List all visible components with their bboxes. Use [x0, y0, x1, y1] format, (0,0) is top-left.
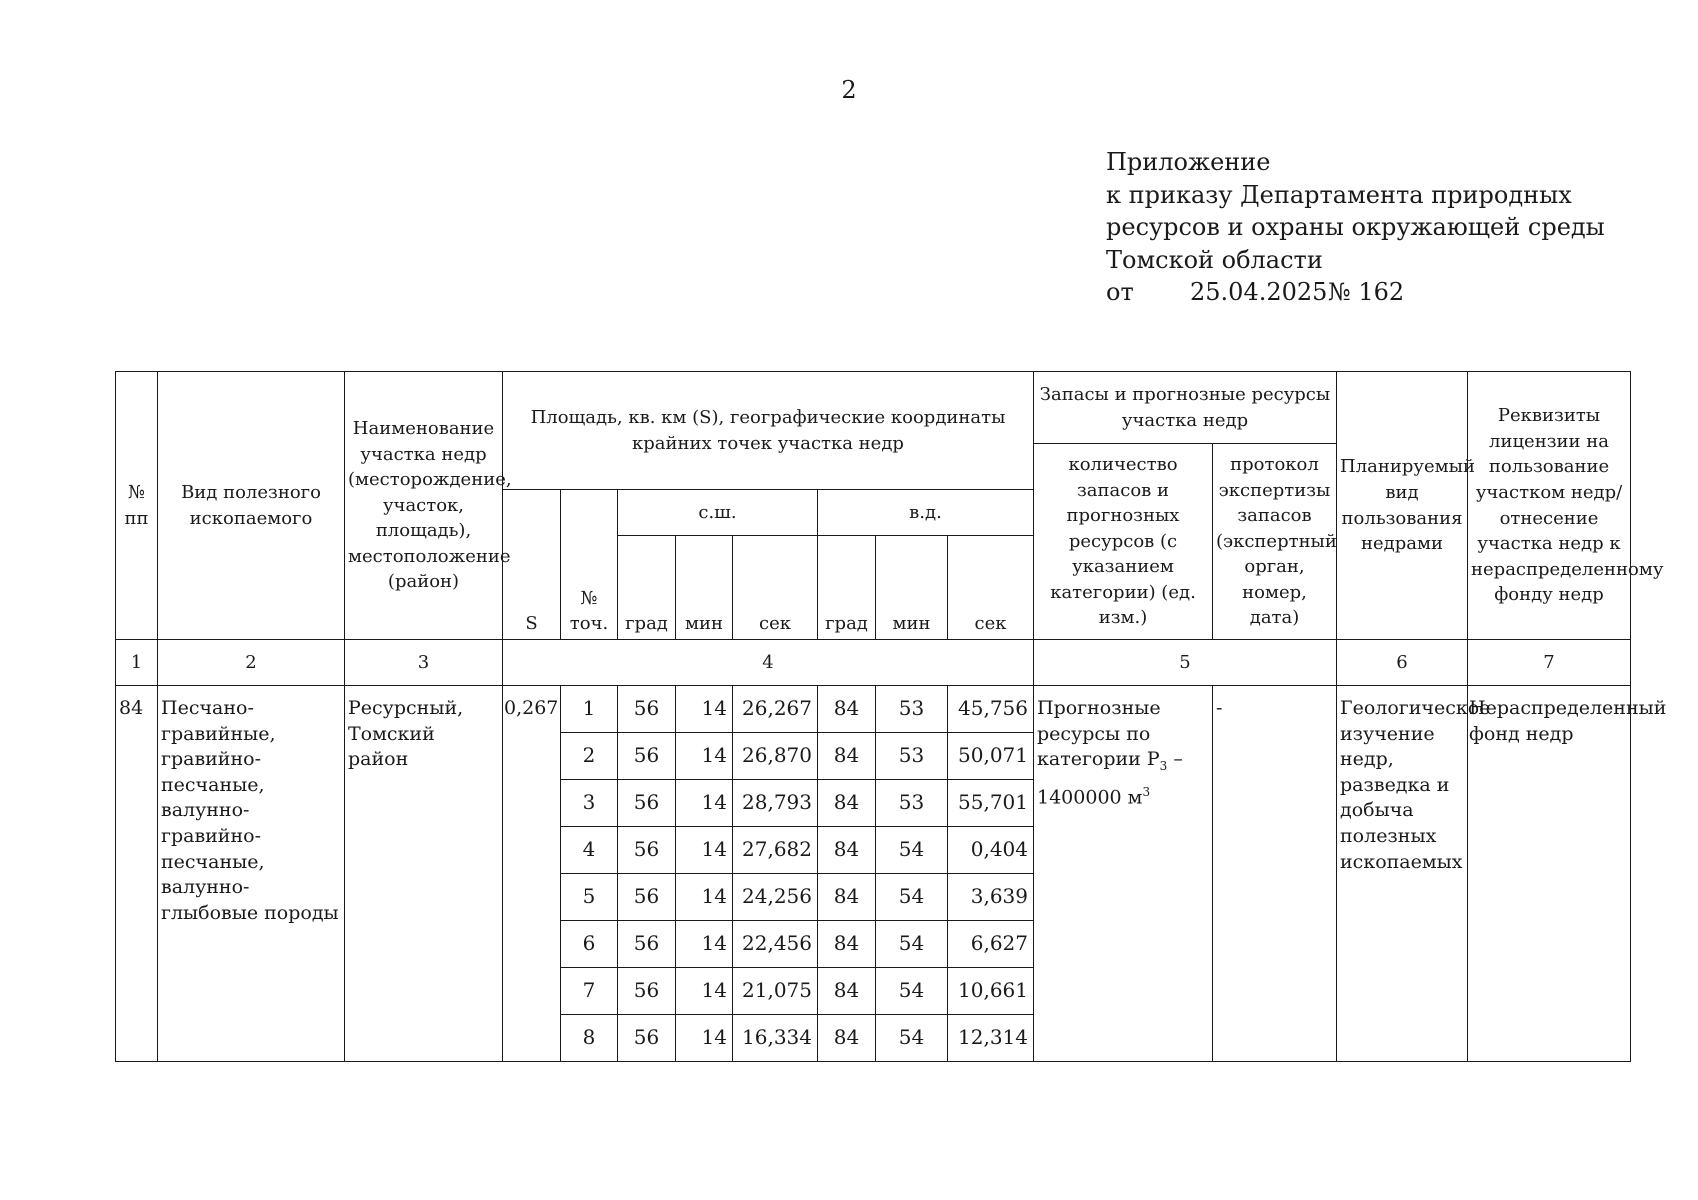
point-number: 7: [561, 968, 618, 1015]
lat-min: 14: [676, 733, 733, 780]
header-point-no: № точ.: [561, 490, 618, 640]
lat-min: 14: [676, 874, 733, 921]
lat-min: 14: [676, 921, 733, 968]
lat-min: 14: [676, 780, 733, 827]
table-row: [116, 686, 1631, 733]
reserves-unit-superscript: 3: [1142, 784, 1151, 799]
lat-min: 14: [676, 827, 733, 874]
header-lat-min: мин: [676, 536, 733, 640]
header-reserves: Запасы и прогнозные ресурсы участка недр: [1034, 372, 1337, 444]
column-number: 5: [1034, 640, 1337, 686]
order-date: 25.04.2025: [1190, 278, 1328, 306]
header-lon-sec: сек: [948, 536, 1034, 640]
header-latitude: с.ш.: [618, 490, 818, 536]
column-number: 4: [503, 640, 1034, 686]
lon-sec: 3,639: [948, 874, 1034, 921]
appendix-title: Приложение: [1106, 148, 1271, 176]
register-table: [115, 371, 1667, 1062]
header-license: Реквизиты лицензии на пользование участком недр/ отнесение участка недр к нераспределенному фонду недр: [1468, 372, 1631, 640]
header-lat-deg: град: [618, 536, 676, 640]
header-no: № пп: [116, 372, 158, 640]
reserves-category-subscript: 3: [1159, 758, 1168, 773]
lon-deg: 84: [818, 686, 876, 733]
lon-sec: 0,404: [948, 827, 1034, 874]
point-number: 6: [561, 921, 618, 968]
appendix-block: [1106, 146, 1666, 309]
header-lat-sec: сек: [733, 536, 818, 640]
from-label: от: [1106, 278, 1134, 306]
point-number: 1: [561, 686, 618, 733]
lon-deg: 84: [818, 1015, 876, 1062]
reserves-protocol: -: [1213, 686, 1337, 1062]
point-number: 3: [561, 780, 618, 827]
lon-min: 54: [876, 874, 948, 921]
page-number: 2: [841, 76, 857, 104]
lat-sec: 24,256: [733, 874, 818, 921]
lat-sec: 27,682: [733, 827, 818, 874]
column-number: 3: [345, 640, 503, 686]
license-info: Нераспределенный фонд недр: [1468, 686, 1631, 1062]
lat-sec: 22,456: [733, 921, 818, 968]
reserves-amount: [1034, 686, 1213, 1062]
lon-min: 53: [876, 686, 948, 733]
lat-deg: 56: [618, 874, 676, 921]
lon-deg: 84: [818, 827, 876, 874]
point-number: 8: [561, 1015, 618, 1062]
lon-min: 53: [876, 780, 948, 827]
lon-min: 54: [876, 968, 948, 1015]
column-number: 6: [1337, 640, 1468, 686]
lon-sec: 55,701: [948, 780, 1034, 827]
lat-deg: 56: [618, 968, 676, 1015]
lat-deg: 56: [618, 733, 676, 780]
lon-sec: 10,661: [948, 968, 1034, 1015]
lon-min: 54: [876, 827, 948, 874]
point-number: 2: [561, 733, 618, 780]
lat-deg: 56: [618, 827, 676, 874]
header-longitude: в.д.: [818, 490, 1034, 536]
lon-sec: 50,071: [948, 733, 1034, 780]
area-value: 0,267: [503, 686, 561, 1062]
header-reserves-amount: количество запасов и прогнозных ресурсов (с указанием категории) (ед. изм.): [1034, 444, 1213, 640]
appendix-line-1: к приказу Департамента природных: [1106, 180, 1572, 209]
header-site: Наименование участка недр (месторождение, участок, площадь), местоположение (район): [345, 372, 503, 640]
header-area-coords: Площадь, кв. км (S), географические координаты крайних точек участка недр: [503, 372, 1034, 490]
lon-min: 54: [876, 921, 948, 968]
appendix-line-2: ресурсов и охраны окружающей среды: [1106, 213, 1605, 241]
lon-sec: 12,314: [948, 1015, 1034, 1062]
lat-min: 14: [676, 686, 733, 733]
appendix-line-3: Томской области: [1106, 245, 1323, 274]
header-usage: Планируемый вид пользования недрами: [1337, 372, 1468, 640]
appendix-date-line: [1106, 276, 1666, 309]
lat-deg: 56: [618, 780, 676, 827]
lon-min: 53: [876, 733, 948, 780]
header-mineral: Вид полезного ископаемого: [158, 372, 345, 640]
lon-deg: 84: [818, 874, 876, 921]
site-name: Ресурсный, Томский район: [345, 686, 503, 1062]
lon-deg: 84: [818, 733, 876, 780]
mineral-type: Песчано-гравийные, гравийно-песчаные, валунно-гравийно-песчаные, валунно-глыбовые породы: [158, 686, 345, 1062]
lon-deg: 84: [818, 921, 876, 968]
reserves-text: Прогнозные ресурсы по категории Р: [1037, 697, 1161, 771]
lat-min: 14: [676, 1015, 733, 1062]
lat-sec: 16,334: [733, 1015, 818, 1062]
header-s: S: [503, 490, 561, 640]
lat-sec: 26,267: [733, 686, 818, 733]
lat-deg: 56: [618, 686, 676, 733]
header-lon-min: мин: [876, 536, 948, 640]
lon-sec: 6,627: [948, 921, 1034, 968]
column-number: 1: [116, 640, 158, 686]
reserves-volume: – 1400000 м: [1037, 748, 1183, 808]
record-number: 84: [116, 686, 158, 1062]
column-number: 2: [158, 640, 345, 686]
order-number: № 162: [1328, 278, 1405, 306]
lat-sec: 28,793: [733, 780, 818, 827]
point-number: 4: [561, 827, 618, 874]
header-lon-deg: град: [818, 536, 876, 640]
lon-sec: 45,756: [948, 686, 1034, 733]
lon-deg: 84: [818, 968, 876, 1015]
lon-deg: 84: [818, 780, 876, 827]
lat-min: 14: [676, 968, 733, 1015]
usage-type: Геологическое изучение недр, разведка и добыча полезных ископаемых: [1337, 686, 1468, 1062]
lat-sec: 26,870: [733, 733, 818, 780]
lon-min: 54: [876, 1015, 948, 1062]
header-reserves-protocol: протокол экспертизы запасов (экспертный орган, номер, дата): [1213, 444, 1337, 640]
lat-deg: 56: [618, 1015, 676, 1062]
lat-deg: 56: [618, 921, 676, 968]
column-number: 7: [1468, 640, 1631, 686]
lat-sec: 21,075: [733, 968, 818, 1015]
point-number: 5: [561, 874, 618, 921]
